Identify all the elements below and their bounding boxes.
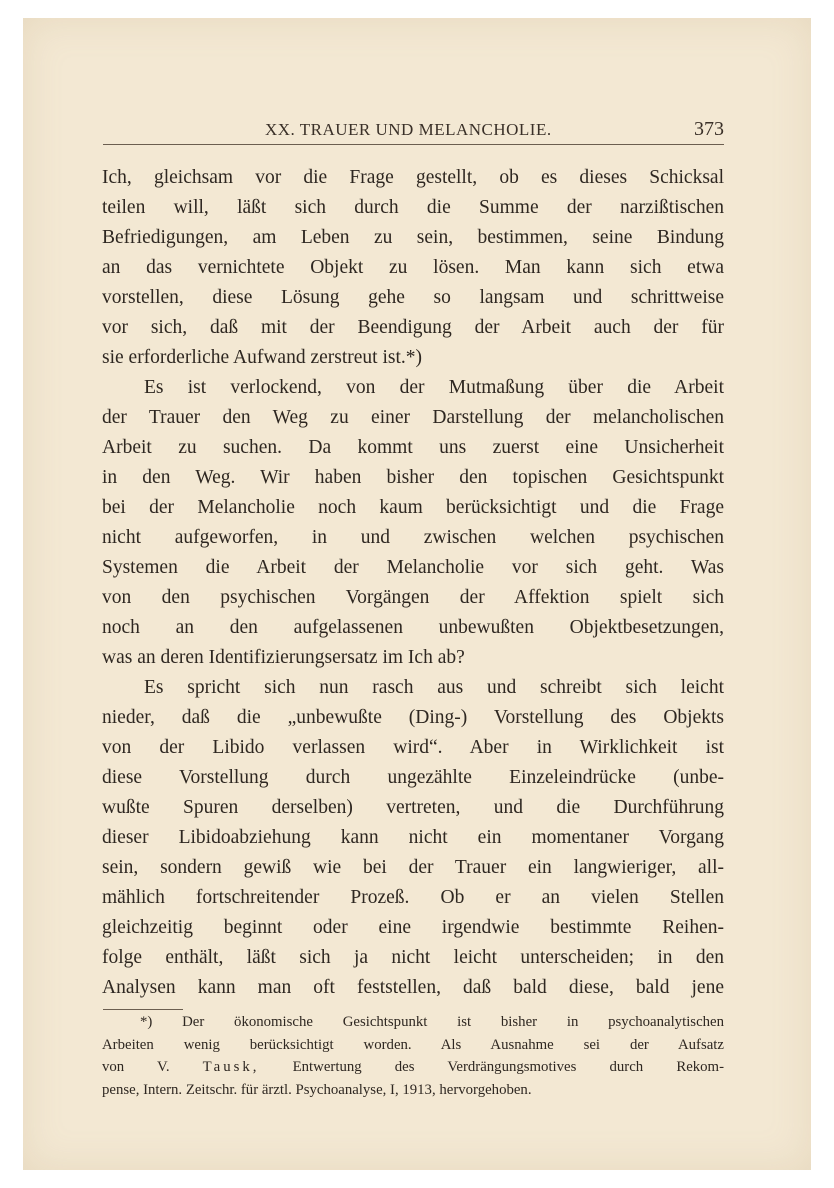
page-number: 373 (694, 118, 724, 140)
footnote-line: *) Der ökonomische Gesichtspunkt ist bisher in psychoanalytischen (140, 1014, 724, 1030)
body-line: Ich, gleichsam vor die Frage gestellt, ob es dieses Schicksal (102, 167, 724, 188)
body-line: Befriedigungen, am Leben zu sein, bestimmen, seine Bindung (102, 227, 724, 248)
body-line: bei der Melancholie noch kaum berücksichtigt und die Frage (102, 497, 724, 518)
body-line: wußte Spuren derselben) vertreten, und die Durchführung (102, 797, 724, 818)
body-line: diese Vorstellung durch ungezählte Einzeleindrücke (unbe- (102, 767, 724, 788)
body-line: nieder, daß die „unbewußte (Ding-) Vorstellung des Objekts (102, 707, 724, 728)
footnote-line (102, 1056, 724, 1079)
book-page (23, 18, 811, 1170)
footnote-author-name: Tausk, (202, 1059, 260, 1075)
body-line: an das vernichtete Objekt zu lösen. Man kann sich etwa (102, 257, 724, 278)
page-header (103, 118, 724, 142)
body-line: Systemen die Arbeit der Melancholie vor sich geht. Was (102, 557, 724, 578)
body-line: der Trauer den Weg zu einer Darstellung der melancholischen (102, 407, 724, 428)
body-line: nicht aufgeworfen, in und zwischen welchen psychischen (102, 527, 724, 548)
running-title: XX. TRAUER UND MELANCHOLIE. (265, 120, 552, 139)
body-line: dieser Libidoabziehung kann nicht ein momentaner Vorgang (102, 827, 724, 848)
body-line: sie erforderliche Aufwand zerstreut ist.*) (102, 347, 422, 368)
body-line: vorstellen, diese Lösung gehe so langsam und schrittweise (102, 287, 724, 308)
body-text (102, 163, 724, 1003)
body-line: teilen will, läßt sich durch die Summe der narzißtischen (102, 197, 724, 218)
footnote-line: Arbeiten wenig berücksichtigt worden. Als Ausnahme sei der Aufsatz (102, 1036, 724, 1053)
body-line: sein, sondern gewiß wie bei der Trauer ein langwieriger, all- (102, 857, 724, 878)
header-rule (103, 144, 724, 145)
footnote-text: Entwertung des Verdrängungsmotives durch Rekom- (259, 1059, 724, 1075)
body-line: Arbeit zu suchen. Da kommt uns zuerst eine Unsicherheit (102, 437, 724, 458)
body-line: Analysen kann man oft feststellen, daß bald diese, bald jene (102, 977, 724, 998)
body-line: Es ist verlockend, von der Mutmaßung über die Arbeit (144, 377, 724, 398)
body-line: in den Weg. Wir haben bisher den topischen Gesichtspunkt (102, 467, 724, 488)
body-line: von der Libido verlassen wird“. Aber in Wirklichkeit ist (102, 737, 724, 758)
body-line: von den psychischen Vorgängen der Affektion spielt sich (102, 587, 724, 608)
body-line: mählich fortschreitender Prozeß. Ob er an vielen Stellen (102, 887, 724, 908)
body-line: Es spricht sich nun rasch aus und schreibt sich leicht (144, 677, 724, 698)
body-line: was an deren Identifizierungsersatz im Ich ab? (102, 647, 465, 668)
footnote-rule (103, 1009, 183, 1010)
footnote-line: pense, Intern. Zeitschr. für ärztl. Psychoanalyse, I, 1913, hervorgehoben. (102, 1081, 532, 1098)
footnote (102, 1011, 724, 1101)
body-line: vor sich, daß mit der Beendigung der Arbeit auch der für (102, 317, 724, 338)
body-line: noch an den aufgelassenen unbewußten Objektbesetzungen, (102, 617, 724, 638)
body-line: folge enthält, läßt sich ja nicht leicht unterscheiden; in den (102, 947, 724, 968)
body-line: gleichzeitig beginnt oder eine irgendwie bestimmte Reihen- (102, 917, 724, 938)
footnote-text: von V. (102, 1059, 203, 1075)
